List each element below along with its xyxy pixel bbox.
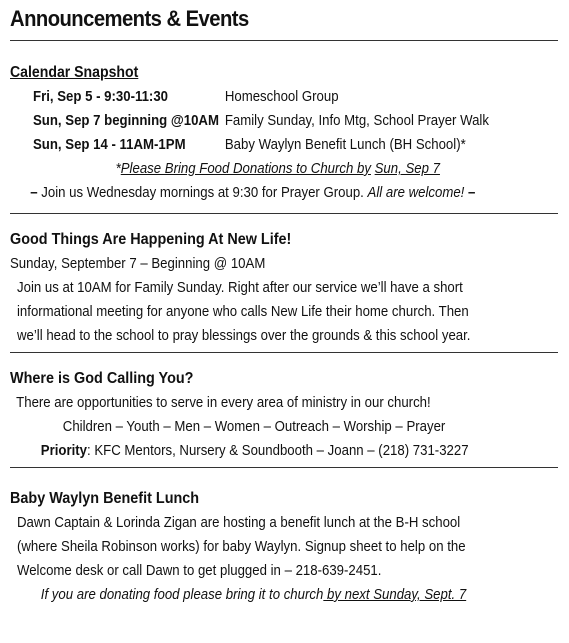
priority-text: : KFC Mentors, Nursery & Soundbooth – Joann – (218) 731-3227 bbox=[87, 442, 469, 459]
calendar-what: Baby Waylyn Benefit Lunch (BH School)* bbox=[224, 136, 466, 153]
good-things-section bbox=[10, 228, 558, 348]
ministry-areas: Children – Youth – Men – Women – Outreach – Worship – Prayer bbox=[62, 418, 446, 435]
calendar-when: Sun, Sep 14 - 11AM-1PM bbox=[33, 136, 186, 153]
calendar-what: Family Sunday, Info Mtg, School Prayer Walk bbox=[224, 112, 489, 129]
good-things-line: we’ll head to the school to pray blessings over the grounds & this school year. bbox=[17, 327, 471, 344]
donation-note-date: Sun, Sep 7 bbox=[374, 160, 440, 177]
donation-note: *Please Bring Food Donations to Church by Sun, Sep 7 bbox=[115, 160, 440, 177]
benefit-line: Welcome desk or call Dawn to get plugged in – 218-639-2451. bbox=[17, 562, 382, 579]
good-things-line: informational meeting for anyone who calls New Life their home church. Then bbox=[17, 303, 469, 320]
benefit-note-date: by next Sunday, Sept. 7 bbox=[323, 586, 467, 603]
benefit-note-text: If you are donating food please bring it to church bbox=[40, 586, 324, 603]
prayer-welcome: All are welcome! bbox=[367, 184, 465, 201]
calendar-when: Sun, Sep 7 beginning @10AM bbox=[33, 112, 219, 129]
calendar-row bbox=[33, 109, 495, 133]
calling-section bbox=[10, 367, 558, 463]
calendar-row bbox=[33, 85, 495, 109]
calendar-what: Homeschool Group bbox=[224, 88, 339, 105]
benefit-line: (where Sheila Robinson works) for baby Waylyn. Signup sheet to help on the bbox=[17, 538, 466, 555]
page-title: Announcements & Events bbox=[10, 6, 249, 31]
prayer-group-text: Join us Wednesday mornings at 9:30 for Prayer Group. bbox=[41, 184, 364, 201]
good-things-line: Join us at 10AM for Family Sunday. Right after our service we’ll have a short bbox=[17, 279, 463, 296]
donation-note-text: Please Bring Food Donations to Church by bbox=[120, 160, 371, 177]
divider bbox=[10, 352, 558, 353]
divider bbox=[10, 467, 558, 468]
priority-label: Priority bbox=[40, 442, 88, 459]
good-things-subline: Sunday, September 7 – Beginning @ 10AM bbox=[10, 255, 266, 272]
benefit-note bbox=[10, 583, 492, 607]
calendar-when: Fri, Sep 5 - 9:30-11:30 bbox=[33, 88, 168, 105]
benefit-section bbox=[10, 487, 558, 607]
good-things-heading: Good Things Are Happening At New Life! bbox=[10, 231, 292, 248]
calling-intro: There are opportunities to serve in every area of ministry in our church! bbox=[16, 394, 431, 411]
calendar-row bbox=[33, 133, 495, 157]
benefit-heading: Baby Waylyn Benefit Lunch bbox=[10, 490, 200, 507]
bulletin-page bbox=[10, 0, 558, 607]
benefit-line: Dawn Captain & Lorinda Zigan are hosting a benefit lunch at the B-H school bbox=[17, 514, 461, 531]
priority-line bbox=[10, 439, 492, 463]
calling-heading: Where is God Calling You? bbox=[10, 370, 194, 387]
divider bbox=[10, 213, 558, 214]
prayer-group-line: – Join us Wednesday mornings at 9:30 for Prayer Group. All are welcome! – bbox=[30, 184, 476, 201]
divider bbox=[10, 40, 558, 41]
calendar-heading: Calendar Snapshot bbox=[10, 64, 139, 81]
calendar-section bbox=[10, 61, 558, 205]
